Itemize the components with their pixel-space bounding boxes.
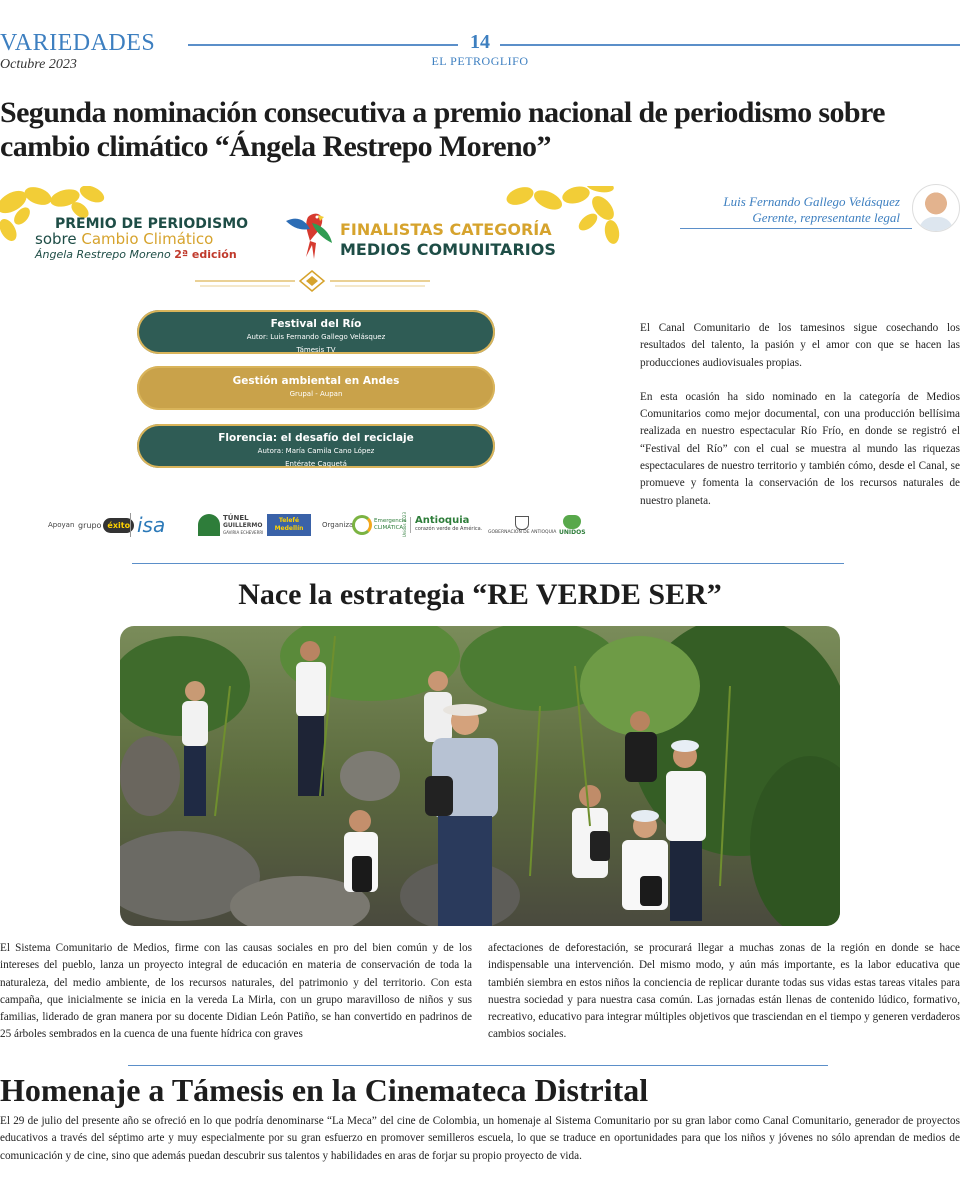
- antioquia-side-label: Unidos 2023: [402, 512, 407, 538]
- sponsors-label: Apoyan: [48, 521, 75, 529]
- award-edition: 2ª edición: [174, 248, 237, 261]
- tunel-sub: GAVIRIA ECHEVERRI: [223, 529, 264, 535]
- coat-of-arms-icon: [515, 516, 529, 530]
- award-honoree: Ángela Restrepo Moreno: [35, 248, 171, 261]
- page-number: 14: [470, 31, 490, 53]
- article2-title: Nace la estrategia “RE VERDE SER”: [238, 578, 722, 611]
- finalist-entry: [137, 424, 495, 468]
- article2-column2: afectaciones de deforestación, se procurará llegar a muchas zonas de la región en donde se hace indispensable una intervención. Del mismo modo, y aún más importante, es la labor educativa que también siembra en estos niños la conciencia de replicar durante todas sus vidas estas tareas vitales para nuestra sociedad y para nuestra casa común. Las jornadas están llenas de contenido lúdico, formativo, recreativo, educativo para integrar múltiples objetivos que trasciendan en el tiempo y generen verdaderos cambios sociales.: [488, 942, 960, 1041]
- tunel-logo: [198, 510, 263, 540]
- finalist-entry: [137, 310, 495, 354]
- publication-name: EL PETROGLIFO: [431, 54, 529, 68]
- article1-title: [0, 96, 960, 164]
- teleferico-label: Telefé Medellín: [267, 514, 311, 536]
- unidos-logo: [559, 510, 586, 540]
- header-rule-right: [500, 44, 960, 46]
- grupo-label: grupo: [78, 520, 102, 530]
- gobernacion-logo: [488, 510, 556, 540]
- section-name: VARIEDADES: [0, 30, 156, 56]
- article1-paragraph: El Canal Comunitario de los tamesinos sigue cosechando los resultados del talento, la pasión y el amor con que se hacen las producciones audiovisuales propias.: [640, 322, 960, 369]
- award-title: PREMIO DE PERIODISMO: [55, 216, 249, 232]
- antioquia-label: Antioquia: [415, 515, 470, 526]
- finalist-entry: [137, 366, 495, 410]
- tree-planting-photo: [120, 626, 840, 926]
- author-role: Gerente, representante legal: [752, 210, 900, 225]
- antioquia-slogan: corazón verde de América.: [415, 526, 483, 532]
- finalist-author: Autor: Luis Fernando Gallego Velásquez: [246, 333, 386, 341]
- macaw-illustration: [286, 214, 332, 259]
- antioquia-logo: [402, 510, 482, 540]
- article1-body: [640, 320, 960, 527]
- author-name: Luis Fernando Gallego Velásquez: [723, 194, 900, 209]
- finalist-author: Autora: María Camila Cano López: [257, 447, 375, 455]
- author-byline: [723, 194, 900, 226]
- gobernacion-label: GOBERNACIÓN DE ANTIOQUIA: [488, 529, 557, 535]
- award-subtitle: [35, 248, 237, 261]
- issue-date: Octubre 2023: [0, 57, 77, 72]
- article3-title: Homenaje a Támesis en la Cinemateca Distrital: [0, 1072, 649, 1108]
- tunel-icon: [198, 514, 220, 536]
- finalists-line1: FINALISTAS CATEGORÍA: [340, 220, 552, 239]
- article1-paragraph: En esta ocasión ha sido nominado en la categoría de Medios Comunitarios como mejor documental, con una producción bellísima realizada en nuestro espectacular Río Frío, en donde se registró el “Festival del Río” con el cual se muestra al mundo las riquezas espectaculares de nuestro territorio y también cómo, desde el Canal, se promueve y fomenta la conservación de los recursos naturales de nuestro planeta.: [640, 390, 960, 507]
- award-topic: [35, 230, 213, 248]
- article1-title-line2: cambio climático “Ángela Restrepo Moreno”: [0, 130, 551, 163]
- emergencia-climatica-logo: [352, 510, 408, 540]
- finalist-title: Florencia: el desafío del reciclaje: [218, 432, 414, 444]
- finalists-heading: [340, 220, 556, 260]
- header-rule-left: [188, 44, 458, 46]
- ornament-divider: [195, 271, 430, 291]
- isa-logo: [130, 510, 165, 540]
- article1-title-line1: Segunda nominación consecutiva a premio nacional de periodismo sobre: [0, 96, 885, 129]
- finalist-title: Gestión ambiental en Andes: [232, 375, 400, 387]
- tunel-label: TÚNEL: [223, 513, 249, 522]
- finalist-title: Festival del Río: [270, 318, 362, 330]
- article3-body: El 29 de julio del presente año se ofreció en lo que podría denominarse “La Meca” del cine de Colombia, un homenaje al Sistema Comunitario por su gran labor como Canal Comunitario, generador de proyectos educativos a través del séptimo arte y muy especialmente por su gran esfuerzo en promover semilleros escuela, lo que se traduce en oportunidades para que los niños y jóvenes no sólo aprendan de medios de comunicación y de cine, sino que además puedan descubrir sus talentos y habilidades en aras de forjar su propio proyecto de vida.: [0, 1115, 960, 1162]
- tunel-name: GUILLERMO: [223, 521, 263, 529]
- grupo-exito-logo: [78, 510, 134, 540]
- unidos-label: UNIDOS: [559, 528, 586, 536]
- author-avatar: [912, 184, 960, 232]
- finalist-author: Grupal - Aupan: [289, 390, 343, 398]
- article2-column1: El Sistema Comunitario de Medios, firme con las causas sociales en pro del bien común y de los intereses del pueblo, lanza un proyecto integral de educación en materia de conservación de toda la naturaleza, del medio ambiente, de los recursos naturales, del patrimonio y del territorio. Con esta campaña, que inicialmente se inicia en la vereda La Mirla, con un grupo maravilloso de niños y sus familias, liderado de gran manera por su docente Didian León Patiño, se han convertido en padrinos de 25 árboles sembrados en la cuenca de una fuente hídrica con graves: [0, 942, 472, 1041]
- sponsor-strip: [30, 510, 620, 540]
- section-divider: [128, 1065, 828, 1066]
- award-topic-prefix: sobre: [35, 230, 82, 248]
- isa-label: isa: [130, 513, 165, 537]
- teleferico-logo: [267, 510, 311, 540]
- organiza-label: Organiza: [322, 521, 354, 529]
- unidos-heart-icon: [563, 515, 581, 529]
- exito-label: éxito: [103, 518, 134, 533]
- author-rule: [680, 228, 912, 229]
- award-topic-name: Cambio Climático: [81, 230, 214, 248]
- section-divider: [132, 563, 844, 564]
- emergencia-label: Emergencia CLIMÁTICA: [374, 518, 407, 531]
- finalist-outlet: Támesis TV: [296, 346, 336, 354]
- finalist-outlet: Entérate Caquetá: [285, 460, 347, 468]
- finalists-line2: MEDIOS COMUNITARIOS: [340, 240, 556, 259]
- emergencia-icon: [352, 515, 372, 535]
